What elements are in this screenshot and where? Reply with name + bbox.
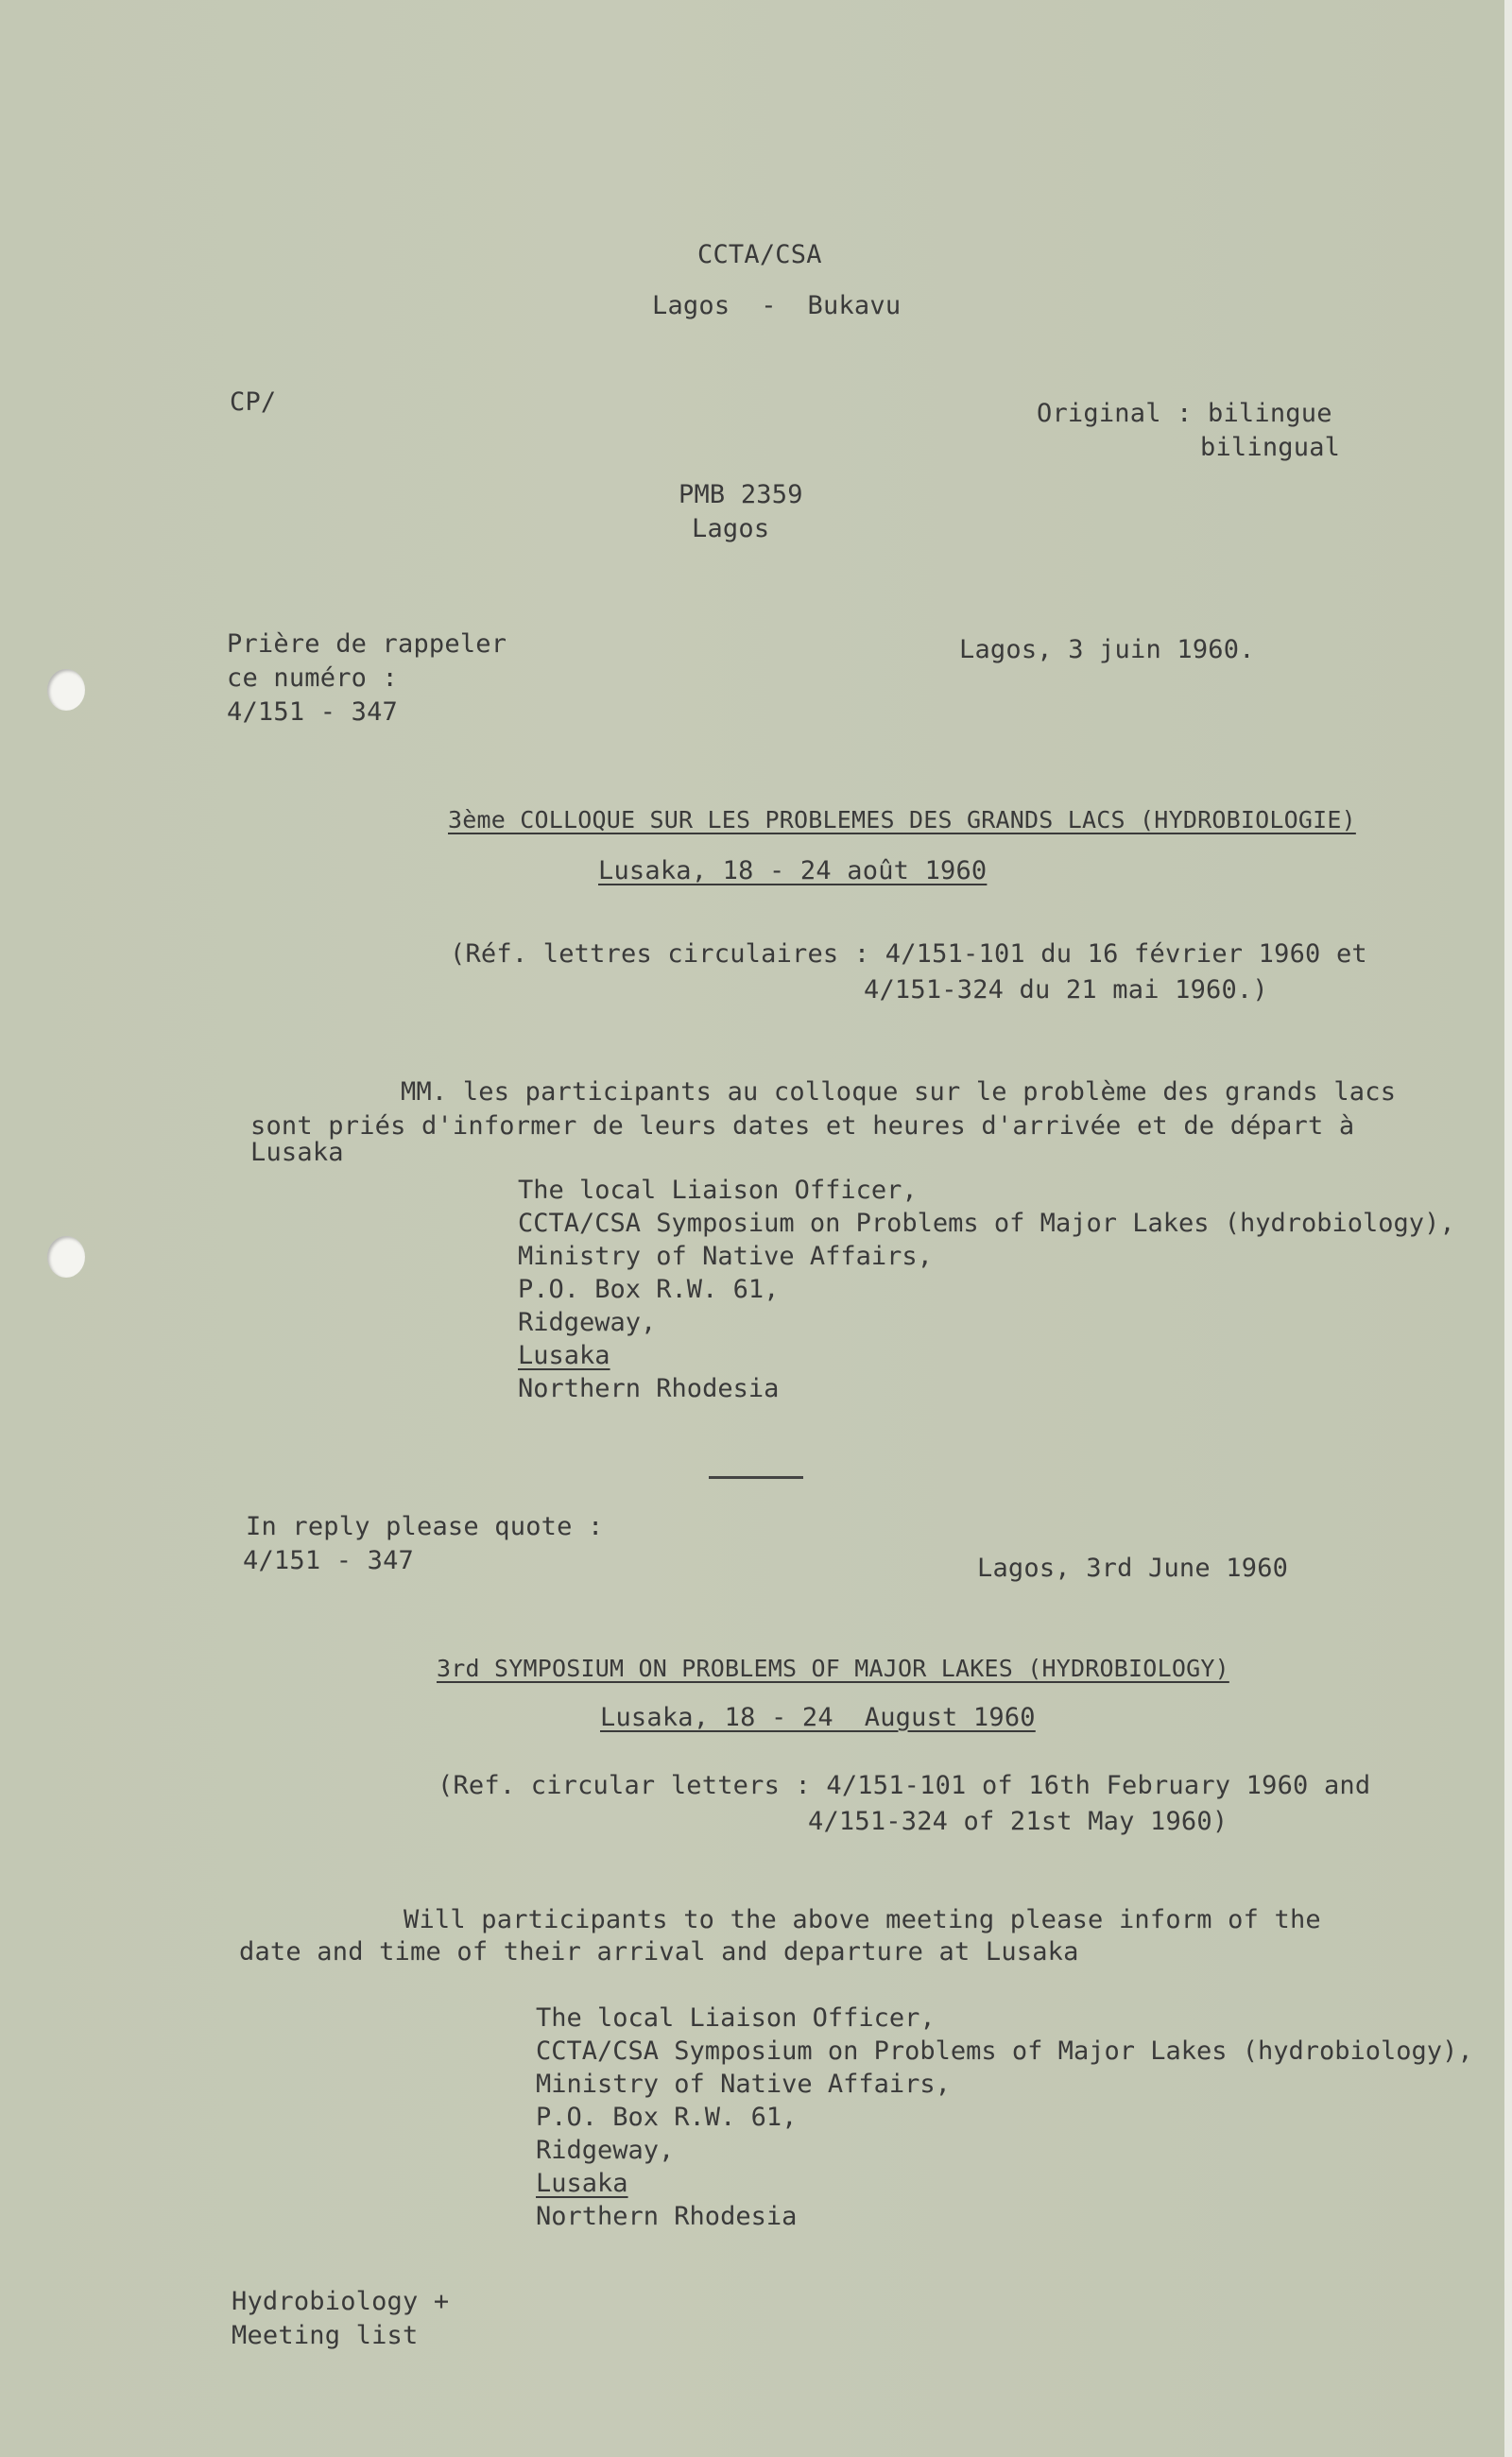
address-line: The local Liaison Officer, [518,1176,918,1205]
en-date: Lagos, 3rd June 1960 [977,1554,1289,1583]
address-line: The local Liaison Officer, [536,2003,936,2033]
address-city: Lusaka [536,2169,628,2198]
address-line: CCTA/CSA Symposium on Problems of Major Lakes (hydrobiology), [536,2036,1473,2066]
address-line: P.O. Box R.W. 61, [518,1275,780,1304]
fr-body-line: MM. les participants au colloque sur le problème des grands lacs [401,1077,1397,1107]
fr-quote-number: 4/151 - 347 [227,697,399,727]
address-line: Northern Rhodesia [518,1374,780,1403]
en-title: 3rd SYMPOSIUM ON PROBLEMS OF MAJOR LAKES (HYDROBIOLOGY) [437,1655,1229,1682]
org-locations: Lagos - Bukavu [652,291,902,320]
en-quote-number: 4/151 - 347 [243,1546,415,1575]
footer-note: Meeting list [232,2321,419,2350]
en-reference-line: 4/151-324 of 21st May 1960) [808,1807,1228,1836]
pmb-city: Lagos [692,514,770,543]
punch-hole [47,669,85,711]
address-line: Ministry of Native Affairs, [536,2070,951,2099]
fr-reference-line: (Réf. lettres circulaires : 4/151-101 du 16 février 1960 et [450,939,1367,969]
pmb-box: PMB 2359 [679,480,803,509]
address-line: Ridgeway, [536,2136,675,2165]
en-quote-label: In reply please quote : [246,1512,604,1541]
address-city: Lusaka [518,1341,610,1370]
section-separator [709,1476,803,1479]
fr-title: 3ème COLLOQUE SUR LES PROBLEMES DES GRANDS LACS (HYDROBIOLOGIE) [448,806,1356,833]
fr-quote-line: ce numéro : [227,663,399,693]
fr-subtitle: Lusaka, 18 - 24 août 1960 [598,856,988,885]
en-address-block [536,2002,1473,2233]
punch-hole [47,1236,85,1278]
original-language-label-en: bilingual [1200,433,1341,462]
fr-body-line: Lusaka [250,1138,344,1167]
fr-quote-line: Prière de rappeler [227,629,507,659]
original-language-label: Original : bilingue [1037,399,1332,428]
reference-code: CP/ [230,387,277,417]
page-edge [1504,0,1512,2457]
fr-date: Lagos, 3 juin 1960. [959,635,1255,664]
address-line: Northern Rhodesia [536,2202,798,2231]
fr-body-line: sont priés d'informer de leurs dates et heures d'arrivée et de départ à [250,1111,1355,1141]
address-line: Ridgeway, [518,1308,657,1337]
address-line: Ministry of Native Affairs, [518,1242,933,1271]
en-reference-line: (Ref. circular letters : 4/151-101 of 16th February 1960 and [438,1771,1371,1800]
en-subtitle: Lusaka, 18 - 24 August 1960 [600,1703,1036,1732]
footer-note: Hydrobiology + [232,2287,450,2316]
org-name: CCTA/CSA [697,240,822,269]
address-line: P.O. Box R.W. 61, [536,2103,798,2132]
en-body-line: date and time of their arrival and departure at Lusaka [239,1937,1079,1967]
address-line: CCTA/CSA Symposium on Problems of Major Lakes (hydrobiology), [518,1209,1455,1238]
fr-address-block [518,1174,1455,1405]
fr-reference-line: 4/151-324 du 21 mai 1960.) [864,975,1268,1005]
en-body-line: Will participants to the above meeting please inform of the [404,1905,1321,1934]
